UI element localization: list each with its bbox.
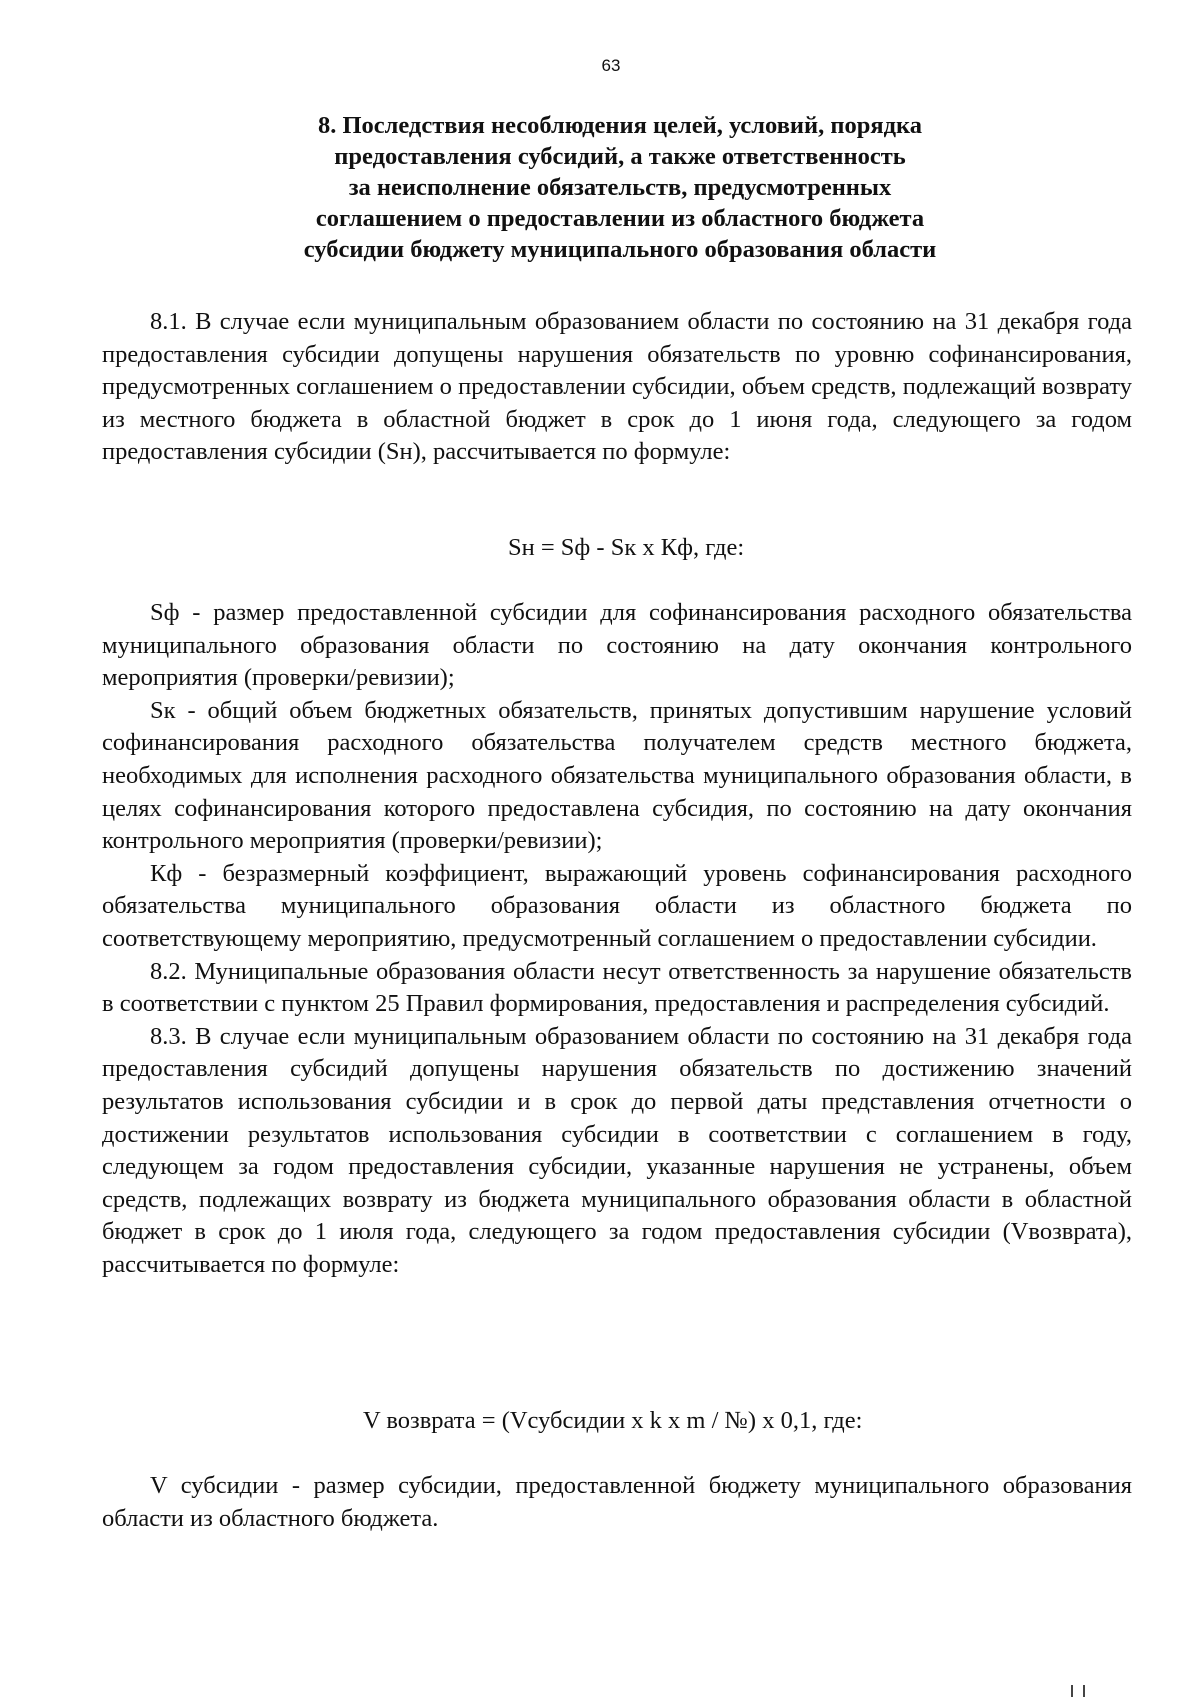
heading-line: соглашением о предоставлении из областного бюджета [315, 205, 925, 232]
page-number: 63 [601, 56, 621, 75]
clause-8-1-block [102, 306, 1132, 469]
clause-8-2: 8.2. Муниципальные образования области несут ответственность за нарушение обязательств в соответствии с пунктом 25 Правил формирования, предоставления и распределения субсидий. [102, 957, 1132, 1018]
definition-v-block [102, 1470, 1132, 1535]
definition-sk: Sк - общий объем бюджетных обязательств, принятых допустившим нарушение условий софинансирования расходного обязательства получателем средств местного бюджета, необходимых для исполнения расходного обязательства муниципального образования области, в целях софинансирования которого предоставлена субсидия, по состоянию на дату окончания контрольного мероприятия (проверки/ревизии); [102, 696, 1132, 855]
heading-line: субсидии бюджету муниципального образования области [303, 236, 937, 263]
definition-sf: Sф - размер предоставленной субсидии для софинансирования расходного обязательства муниципального образования области по состоянию на дату окончания контрольного мероприятия (проверки/ревизии); [102, 599, 1132, 692]
heading-line: за неисполнение обязательств, предусмотренных [348, 174, 892, 201]
heading-line: 8. Последствия несоблюдения целей, условий, порядка [317, 112, 923, 139]
formula-v-return: V возврата = (Vсубсидии x k x m / №) x 0,1, где: [363, 1407, 863, 1434]
clause-8-3: 8.3. В случае если муниципальным образованием области по состоянию на 31 декабря года предоставления субсидий допущены нарушения обязательств по достижению значений результатов использования субсидии и в срок до первой даты представления отчетности о достижении результатов использования субсидии в соответствии с соглашением в году, следующем за годом предоставления субсидии, указанные нарушения не устранены, объем средств, подлежащих возврату из бюджета муниципального образования области в областной бюджет в срок до 1 июля года, следующего за годом предоставления субсидии (Vвозврата), рассчитывается по формуле: [102, 1022, 1132, 1278]
formula-sn: Sн = Sф - Sк x Кф, где: [508, 534, 745, 561]
scan-edge-mark [1069, 1685, 1095, 1697]
section-heading [180, 110, 1060, 265]
definition-kf: Кф - безразмерный коэффициент, выражающий уровень софинансирования расходного обязательства муниципального образования области из областного бюджета по соответствующему мероприятию, предусмотренный соглашением о предоставлении субсидии. [102, 859, 1132, 952]
definitions-block [102, 597, 1132, 1281]
definition-v-subsidy: V субсидии - размер субсидии, предоставленной бюджету муниципального образования области из областного бюджета. [102, 1472, 1132, 1532]
clause-8-1: 8.1. В случае если муниципальным образованием области по состоянию на 31 декабря года предоставления субсидии допущены нарушения обязательств по уровню софинансирования, предусмотренных соглашением о предоставлении субсидии, объем средств, подлежащий возврату из местного бюджета в областной бюджет в срок до 1 июня года, следующего за годом предоставления субсидии (Sн), рассчитывается по формуле: [102, 308, 1132, 466]
heading-line: предоставления субсидий, а также ответственность [334, 143, 906, 170]
